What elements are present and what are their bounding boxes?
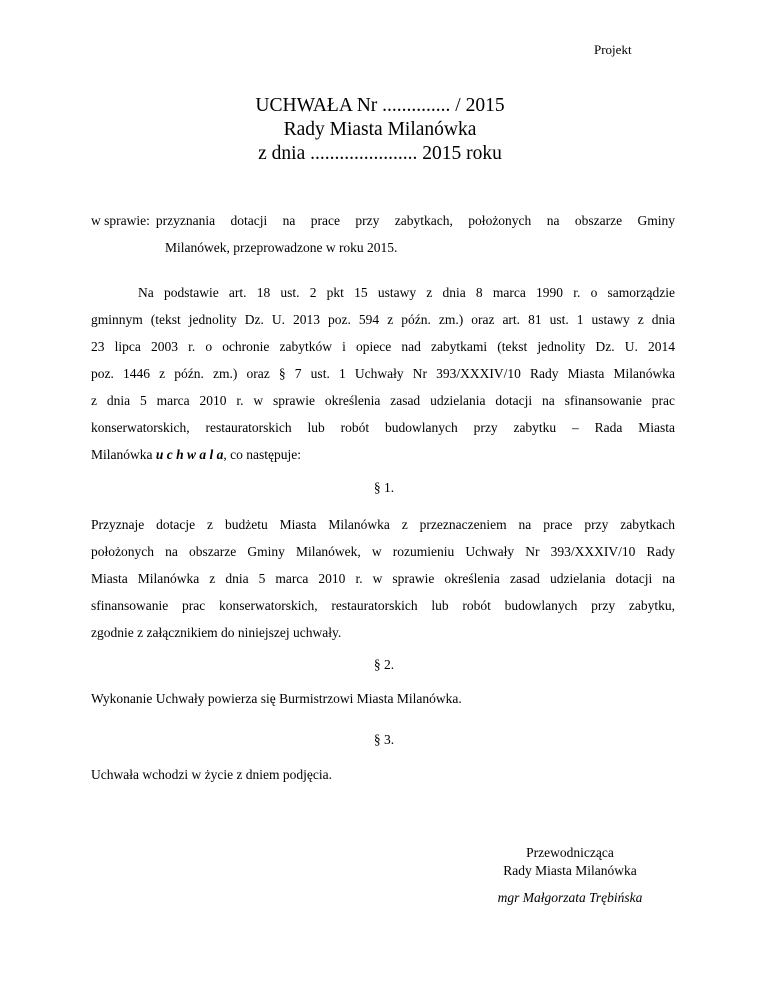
resolution-number: UCHWAŁA Nr .............. / 2015	[255, 95, 505, 116]
draft-stamp: Projekt	[594, 42, 632, 57]
resolution-date: z dnia ...................... 2015 roku	[258, 143, 502, 164]
signature-body: Rady Miasta Milanówka	[503, 863, 637, 878]
section-1-line: Przyznaje dotacje z budżetu Miasta Milanówka z przeznaczeniem na prace przy zabytkach	[91, 517, 675, 532]
basis-line: poz. 1446 z późn. zm.) oraz § 7 ust. 1 Uchwały Nr 393/XXXIV/10 Rady Miasta Milanówka	[91, 366, 675, 381]
section-1-line: Miasta Milanówka z dnia 5 marca 2010 r. w sprawie określenia zasad udzielania dotacji na	[91, 571, 675, 586]
section-1-heading: § 1.	[373, 480, 395, 495]
resolves-emphasis: u c h w a l a	[155, 447, 224, 462]
section-1-line: położonych na obszarze Gminy Milanówek, w rozumieniu Uchwały Nr 393/XXXIV/10 Rady	[91, 544, 675, 559]
basis-line: konserwatorskich, restauratorskich lub robót budowlanych przy zabytku – Rada Miasta	[91, 420, 675, 435]
legal-basis	[91, 279, 675, 468]
section-2-heading: § 2.	[373, 657, 395, 672]
subject-label: w sprawie:	[91, 213, 150, 228]
signature-role: Przewodnicząca	[526, 845, 614, 860]
resolution-council: Rady Miasta Milanówka	[283, 119, 477, 140]
basis-last-suffix: , co następuje:	[223, 447, 301, 462]
basis-line: 23 lipca 2003 r. o ochronie zabytków i opiece nad zabytkami (tekst jednolity Dz. U. 2014	[91, 339, 675, 354]
subject-text-line2: Milanówek, przeprowadzone w roku 2015.	[165, 240, 398, 255]
section-1-body	[91, 511, 675, 646]
basis-last-prefix: Milanówka	[91, 447, 156, 462]
basis-line: z dnia 5 marca 2010 r. w sprawie określenia zasad udzielania dotacji na sfinansowanie prac	[91, 393, 675, 408]
section-1-line: sfinansowanie prac konserwatorskich, restauratorskich lub robót budowlanych przy zabytku,	[91, 598, 675, 613]
basis-line: gminnym (tekst jednolity Dz. U. 2013 poz. 594 z późn. zm.) oraz art. 81 ust. 1 ustawy z dnia	[91, 312, 675, 327]
signature-block	[480, 844, 660, 880]
signature-name: mgr Małgorzata Trębińska	[497, 890, 643, 905]
section-1-last-line: zgodnie z załącznikiem do niniejszej uchwały.	[91, 625, 342, 640]
subject-block	[91, 207, 675, 261]
subject-text-line1: przyznania dotacji na prace przy zabytkach, położonych na obszarze Gminy	[155, 213, 675, 228]
basis-line: Na podstawie art. 18 ust. 2 pkt 15 ustawy z dnia 8 marca 1990 r. o samorządzie	[138, 285, 675, 300]
resolution-header	[190, 94, 570, 166]
basis-last-line	[91, 441, 675, 468]
section-2-body: Wykonanie Uchwały powierza się Burmistrzowi Miasta Milanówka.	[91, 691, 462, 706]
section-3-heading: § 3.	[373, 732, 395, 747]
section-3-body: Uchwała wchodzi w życie z dniem podjęcia.	[91, 767, 333, 782]
